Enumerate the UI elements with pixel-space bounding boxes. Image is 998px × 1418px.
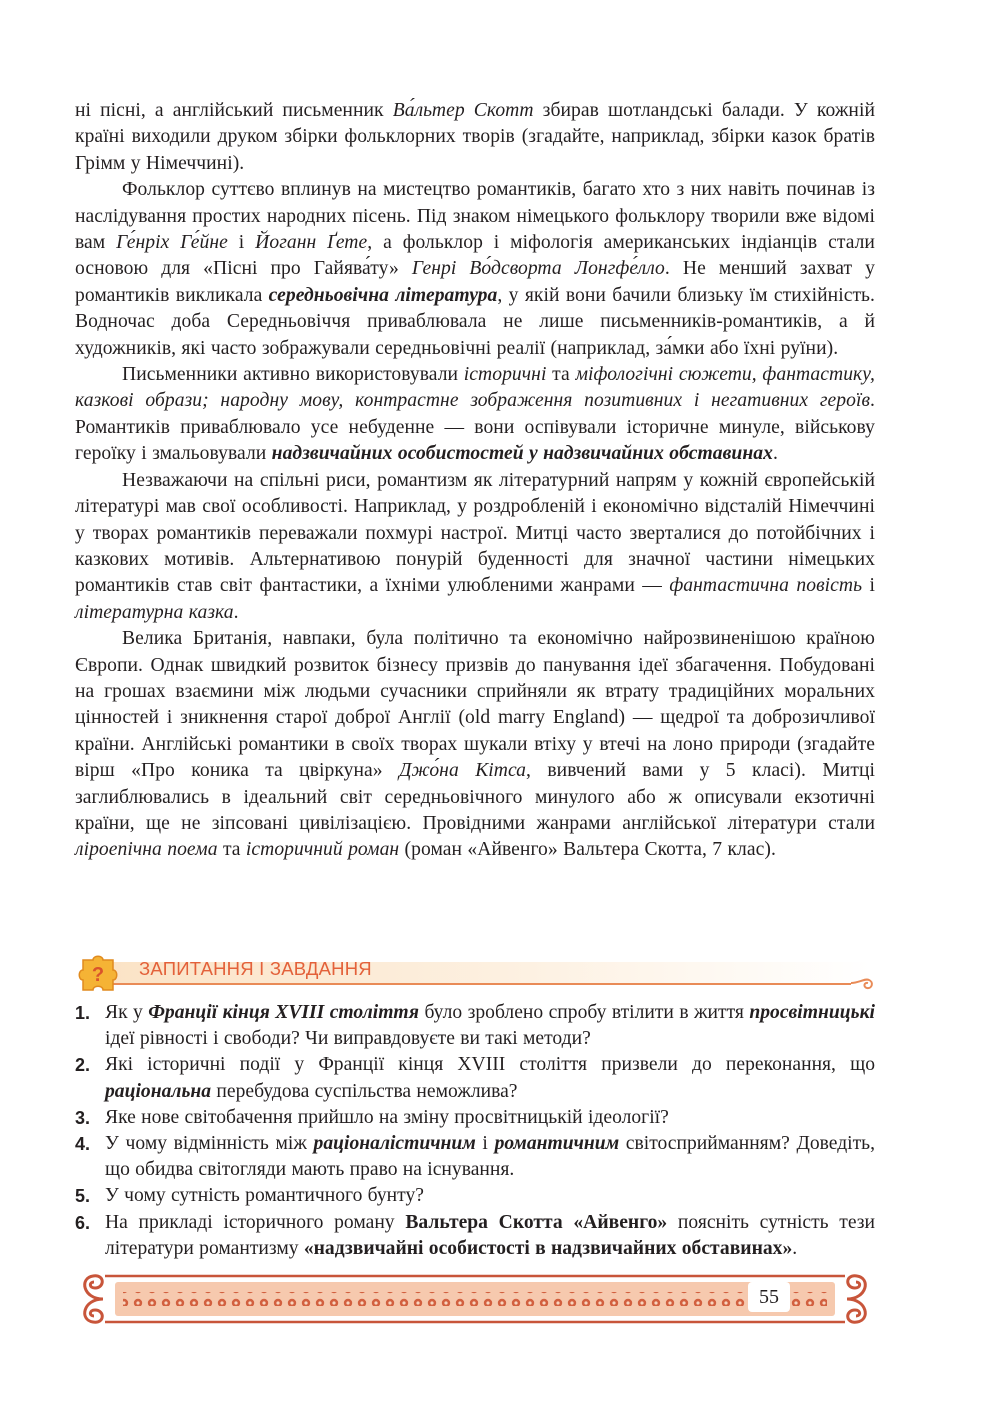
text-run: Які історичні події у Франції кінця XVIII століття призвели до переконання, що [105, 1054, 875, 1076]
text-run: ідеї рівності і свободи? Чи виправдовуєте ви такі методи? [105, 1028, 591, 1050]
question-item [75, 1183, 875, 1209]
text-run: . Романтиків приваблювало усе небуденне — вони оспівували історичне минуле, військову героїку і змальовували [75, 390, 875, 465]
question-number: 1. [75, 1003, 91, 1023]
question-item [75, 1000, 875, 1052]
emphasis-text: історичний роман [245, 839, 400, 861]
text-run: . [792, 1237, 798, 1259]
emphasis-text: надзвичайних особистостей у надзвичайних обставинах [271, 443, 773, 465]
page-number: 55 [748, 1282, 790, 1312]
section-title: ЗАПИТАННЯ І ЗАВДАННЯ [139, 958, 372, 979]
emphasis-text: ліроепічна поема [75, 839, 218, 861]
text-run: ні пісні, а англійський письменник [75, 100, 393, 121]
paragraph [75, 468, 875, 626]
emphasis-text: Джо́на Кітса [399, 760, 527, 782]
section-header-underline [111, 983, 851, 985]
question-item [75, 1210, 875, 1262]
emphasis-text: просвітницькі [749, 1002, 875, 1023]
text-run: (роман «Айвенго» Вальтера Скотта, 7 клас). [399, 839, 776, 861]
text-run: та [217, 839, 246, 861]
paragraph [75, 362, 875, 468]
text-run: . [772, 443, 778, 465]
emphasis-text: раціональна [105, 1080, 212, 1102]
text-run: Письменники активно використовували [122, 364, 464, 386]
emphasis-text: Франції кінця XVIII століття [148, 1002, 420, 1023]
question-number: 6. [75, 1212, 91, 1233]
questions-section-header [75, 952, 875, 996]
emphasis-text: фантастична повість [669, 575, 863, 597]
text-run: . Не менший захват у романтиків викликала [75, 258, 876, 306]
emphasis-text: Ге́нріх Ге́йне [116, 232, 228, 254]
question-number: 5. [75, 1186, 91, 1207]
text-run: У чому сутність романтичного бунту? [105, 1185, 424, 1207]
swirl-ornament-icon [849, 972, 875, 994]
text-run: Незважаючи на спільні риси, романтизм як літературний напрям у кожній європейській літературі мав свої особливості. Наприклад, у роздробленій і економічно відсталій Німеччині у творах романтиків переважали похмурі настрої. Митці часто зверталися до потойбічних і казкових мотивів. Альтернативою понурій буденності для значної частини німецьких романтиків став світ фантастики, а їхніми улюбленими жанрами — [75, 469, 875, 597]
paragraph [75, 626, 875, 864]
emphasis-text: раціоналістичним [313, 1133, 476, 1155]
emphasis-text: Йоганн Ґете [255, 232, 368, 254]
emphasis-text: романтичним [494, 1133, 620, 1155]
text-run: На прикладі історичного роману [105, 1211, 406, 1233]
text-run: , у якій вони бачили близьку їм стихійність. Водночас доба Середньовіччя приваблювала не лише письменників-романтиків, а й художників, які часто зображували середньовічні реалії (наприклад, за́мки або їхні руїни). [75, 284, 875, 359]
text-run: і [227, 232, 256, 254]
question-number: 2. [75, 1055, 91, 1076]
question-number: 4. [75, 1134, 91, 1155]
question-item [75, 1105, 875, 1131]
emphasis-text: міфологічні сюжети, фантастику, казкові образи; народну мову, контрастне зображення позитивних і негативних героїв [75, 364, 875, 412]
emphasis-text: середньовічна література [268, 284, 498, 306]
paragraph [75, 98, 875, 177]
text-run: У чому відмінність між [105, 1133, 314, 1155]
question-number: 3. [75, 1107, 91, 1128]
text-run: збирав шотландські балади. У кожній країні виходили друком збірки фольклорних творів (згадайте, наприклад, збірки казок братів Грімм у Німеччині). [75, 100, 875, 174]
emphasis-text: Ва́льтер Скотт [392, 100, 534, 121]
questions-list [75, 1000, 875, 1262]
text-run: і [862, 575, 875, 597]
text-run: Фольклор суттєво вплинув на мистецтво романтиків, багато хто з них навіть починав із наслідування простих народних пісень. Під знаком німецького фольклору творили вже відомі вам [75, 179, 875, 254]
text-run: та [546, 364, 576, 386]
question-item [75, 1052, 875, 1104]
emphasis-text: літературна казка [75, 601, 234, 623]
emphasis-text: Генрі Во́дсворта Лонгфе́лло [411, 258, 665, 280]
emphasis-text: «надзвичайні особистості в надзвичайних обставинах» [303, 1237, 793, 1259]
text-run: Велика Британія, навпаки, була політично та економічно найрозвиненішою країною Європи. Однак швидкий розвиток бізнесу призвів до панування ідеї збагачення. Побудовані на грошах взаємини між людьми сучасники сприйняли як втрату традиційних моральних цінностей і зникнення старої доброї Англії (old marry England) — щедрої та доброзичливої країни. Англійські романтики в своїх творах шукали втіху у втечі на лоно природи (згадайте вірш «Про коника та цвіркуна» [75, 628, 875, 782]
paragraph [75, 177, 875, 362]
puzzle-question-icon [75, 954, 121, 994]
svg-text:?: ? [91, 964, 105, 986]
body-text [75, 98, 875, 864]
text-run: . [233, 601, 239, 623]
text-run: було зроблено спробу втілити в життя [419, 1002, 750, 1023]
text-run: і [475, 1133, 495, 1155]
text-run: , вивчений вами у 5 класі). Митці заглиблювались в ідеальний світ середньовічного минулого або ж описували екзотичні країни, ще не зіпсовані цивілізацією. Провідними жанрами англійської літератури стали [75, 760, 875, 834]
text-run: Як у [105, 1002, 149, 1023]
emphasis-text: історичні [463, 364, 547, 386]
text-run: Яке нове світобачення прийшло на зміну просвітницькій ідеології? [105, 1106, 669, 1128]
text-run: перебудова суспільства неможлива? [211, 1080, 518, 1102]
text-run: , а фольклор і міфологія американських індіанців стали основою для «Пісні про Гайява́ту» [75, 232, 875, 280]
emphasis-text: Вальтера Скотта «Айвенго» [405, 1211, 668, 1233]
text-run: світосприйманням? Доведіть, що обидва світогляди мають право на існування. [105, 1133, 876, 1181]
text-run: поясніть сутність тези літератури романтизму [105, 1211, 876, 1259]
question-item [75, 1131, 875, 1183]
